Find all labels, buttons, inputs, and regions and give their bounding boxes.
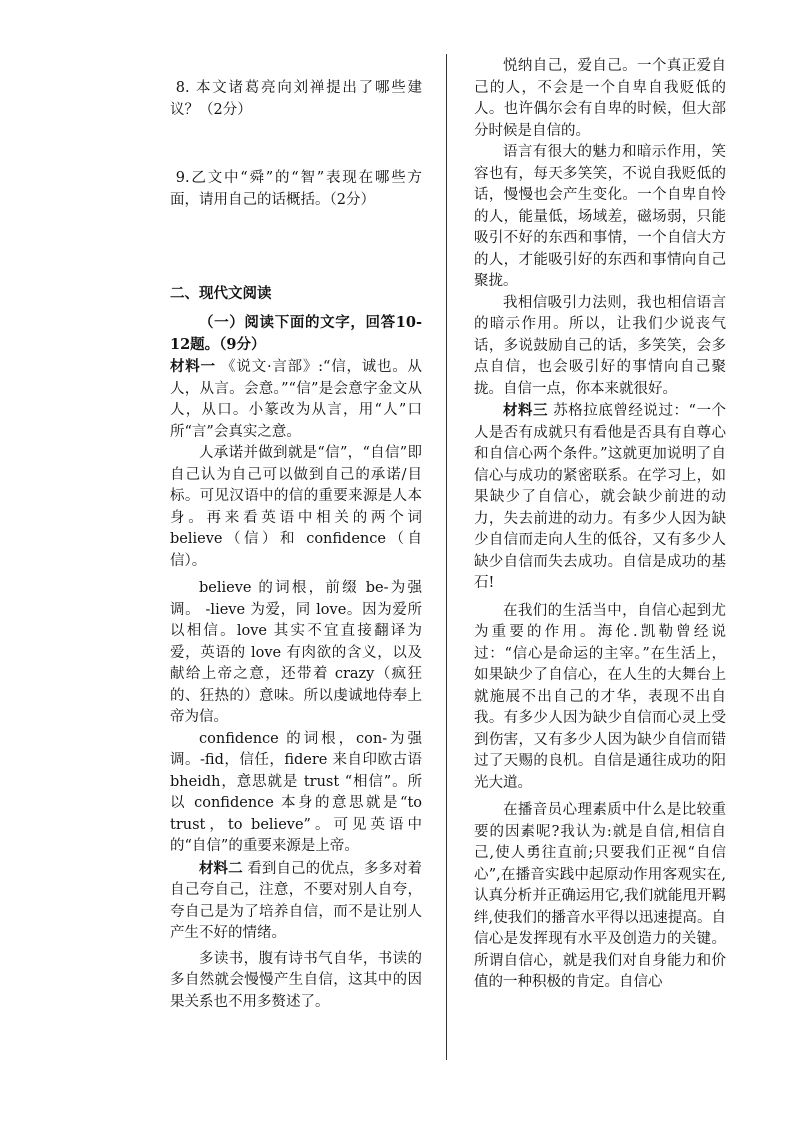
right-text (474, 56, 726, 994)
material-two-p2: 多读书，腹有诗书气自华，书读的多自然就会慢慢产生自信，这其中的因果关系也不用多赘述了。 (170, 950, 422, 1010)
subsection-title: （一）阅读下面的文字，回答10-12题。（9分） (170, 314, 422, 353)
question-9: 9.乙文中“舜”的“智”表现在哪些方面，请用自己的话概括。（2分） (170, 170, 422, 208)
material-one (170, 356, 422, 1013)
material-two-p5: 我相信吸引力法则，我也相信语言的暗示作用。所以，让我们少说丧气话，多说鼓励自己的话，多笑笑，会多点自信，也会吸引好的事情向自己聚拢。自信一点，你本来就很好。 (474, 294, 726, 397)
material-three-p3: 在播音员心理素质中什么是比较重要的因素呢?我认为:就是自信,相信自己,使人勇往直前;只要我们正视“自信心”,在播音实践中起原动作用客观实在,认真分析并正确运用它,我们就能甩开羁绊,使我们的播音水平得以迅速提高。自信心是发挥现有水平及创造力的关键。所谓自信心，就是我们对自身能力和价值的一种积极的肯定。自信心 (474, 802, 726, 990)
question-8: 8. 本文诸葛亮向刘禅提出了哪些建议？（2分） (170, 80, 422, 118)
material-one-p3: believe 的词根，前缀 be-为强调。 -lieve 为爱，同 love。因为爱所以相信。love 其实不宜直接翻译为爱，英语的 love 有肉欲的含义，以及献给上帝之意，还带着 crazy（疯狂的、狂热的）意味。所以虔诚地侍奉上帝为信。 (170, 580, 422, 725)
material-two-p3: 悦纳自己，爱自己。一个真正爱自己的人，不会是一个自卑自我贬低的人。也许偶尔会有自卑的时候，但大部分时候是自信的。 (474, 58, 726, 139)
material-one-p1: 材料一 《说文·言部》:“信，诚也。从人，从言。会意。”“信”是会意字金文从人，从口。小篆改为从言，用“人”口所“言”会真实之意。 (170, 358, 423, 440)
material-one-p2: 人承诺并做到就是“信”，“自信”即自己认为自己可以做到自己的承诺/目标。可见汉语中的信的重要来源是人本身。再来看英语中相关的两个词 believe（信）和 confidence（自信）。 (170, 445, 422, 569)
material-two-p1: 材料二 看到自己的优点，多多对着自己夸自己，注意，不要对别人自夸，夸自己是为了培养自信，而不是让别人产生不好的情绪。 (170, 859, 423, 941)
material-two-p4: 语言有很大的魅力和暗示作用，笑容也有，每天多笑笑，不说自我贬低的话，慢慢也会产生变化。一个自卑自怜的人，能量低，场域差，磁场弱，只能吸引不好的东西和事情，一个自信大方的人，才能吸引好的东西和事情向自己聚拢。 (474, 144, 726, 289)
section-title: 二、现代文阅读 (170, 286, 272, 302)
column-divider (446, 54, 447, 1060)
material-three-p1: 材料三 苏格拉底曾经说过：“一个人是否有成就只有看他是否具有自尊心和自信心两个条件。”这就更加说明了自信心与成功的紧密联系。在学习上，如果缺少了自信心，就会缺少前进的动力，失去前进的动力。有多少人因为缺少自信而走向人生的低谷，又有多少人缺少自信而失去成功。自信是成功的基石! (474, 402, 726, 591)
material-one-p4: confidence 的词根，con-为强调。-fid，信任，fidere 来自印欧古语 bheidh，意思就是 trust “相信”。所以 confidence 本身的意思就是“to trust，to believe”。可见英语中的“自信”的重要来源是上帝。 (170, 730, 422, 854)
material-three-title: 材料三 (503, 402, 549, 419)
material-three-p2: 在我们的生活当中，自信心起到尤为重要的作用。海伦.凯勒曾经说过：“信心是命运的主宰。”在生活上，如果缺少了自信心，在人生的大舞台上就施展不出自己的才华，表现不出自我。有多少人因为缺少自信而心灵上受到伤害，又有多少人因为缺少自信而错过了天赐的良机。自信是通往成功的阳光大道。 (474, 602, 726, 791)
material-one-title: 材料一 (170, 358, 216, 375)
material-two-title: 材料二 (199, 859, 243, 877)
